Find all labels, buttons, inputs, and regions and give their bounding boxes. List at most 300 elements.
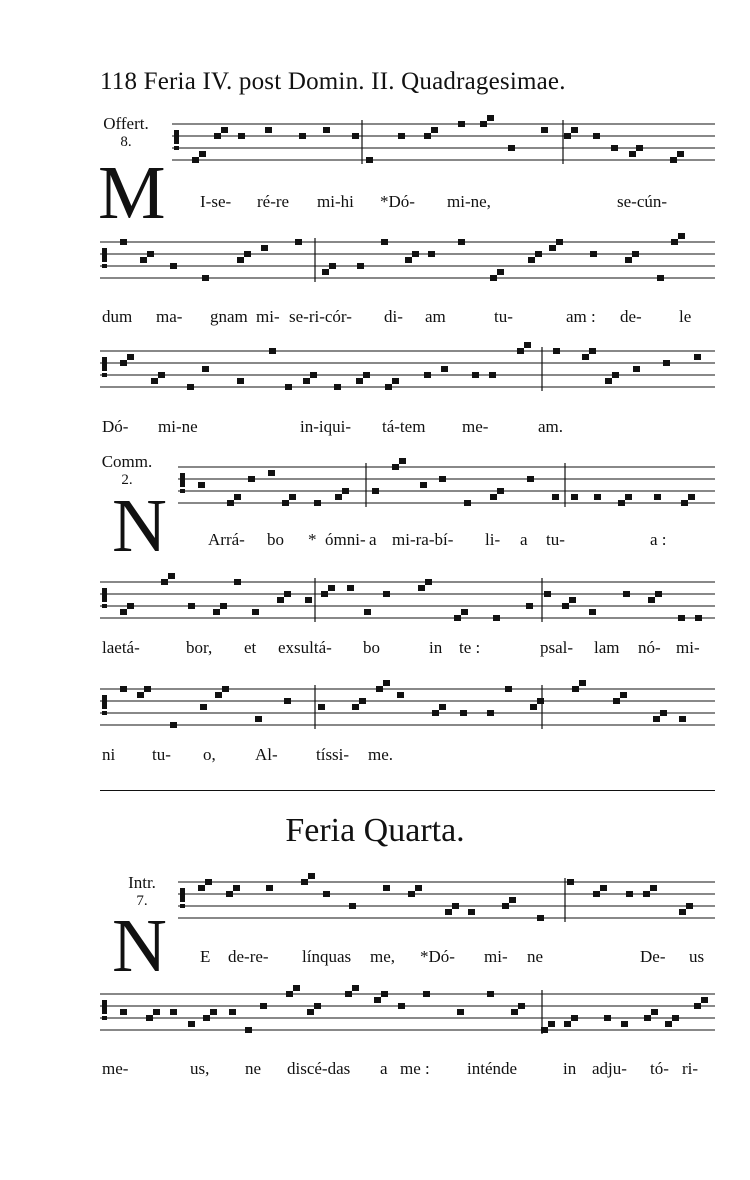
neume (458, 239, 465, 245)
neume (282, 500, 289, 506)
neume (589, 609, 596, 615)
neume (245, 1027, 252, 1033)
lyric-syllable: de- (620, 307, 642, 326)
lyric-syllable: tíssi- (316, 745, 350, 764)
neume (678, 615, 685, 621)
lyric-syllable: E (200, 947, 211, 966)
lyric-syllable: bo (363, 638, 380, 657)
neume (671, 239, 678, 245)
neume (579, 680, 586, 686)
neume (140, 257, 147, 263)
neume (681, 500, 688, 506)
staff-svg (100, 685, 715, 745)
lyric-syllable: a (380, 1059, 388, 1078)
neume (502, 903, 509, 909)
lyric-syllable: te : (459, 638, 481, 657)
neume (295, 239, 302, 245)
neume (654, 494, 661, 500)
lyric-syllable: a (369, 530, 377, 549)
neume (633, 366, 640, 372)
neume (202, 366, 209, 372)
neume (366, 157, 373, 163)
neume (322, 269, 329, 275)
neume (626, 891, 633, 897)
neume (487, 991, 494, 997)
lyric-syllable: se-ri-cór- (289, 307, 352, 326)
neume (600, 885, 607, 891)
lyric-syllable: in (429, 638, 443, 657)
neume (345, 991, 352, 997)
lyric-syllable: tu- (494, 307, 513, 326)
neume (457, 1009, 464, 1015)
neume (334, 384, 341, 390)
neume (381, 991, 388, 997)
neume (357, 263, 364, 269)
offertory-initial: M (98, 151, 166, 235)
staff-svg (100, 238, 715, 298)
lyric-syllable: in-iqui- (300, 417, 351, 436)
neume (643, 891, 650, 897)
neume (381, 239, 388, 245)
neume (359, 698, 366, 704)
neume (222, 686, 229, 692)
introit-label-text: Intr. (128, 873, 156, 892)
neume (663, 360, 670, 366)
lyric-syllable: De- (640, 947, 666, 966)
neume (335, 494, 342, 500)
lyric-syllable: mi-ra-bí- (392, 530, 454, 549)
neume (234, 494, 241, 500)
neume (655, 591, 662, 597)
section-divider (100, 790, 715, 791)
neume (399, 458, 406, 464)
neume (604, 1015, 611, 1021)
neume (582, 354, 589, 360)
lyric-syllable: ma- (156, 307, 183, 326)
neume (537, 698, 544, 704)
staff (100, 347, 715, 397)
neume (237, 257, 244, 263)
neume (310, 372, 317, 378)
lyric-syllable: ni (102, 745, 116, 764)
staff (100, 990, 715, 1040)
neume (537, 915, 544, 921)
staff (172, 120, 715, 170)
neume (347, 585, 354, 591)
communion-initial: N (112, 484, 167, 568)
lyric-syllable: mi-hi (317, 192, 354, 211)
neume (226, 891, 233, 897)
neume (569, 597, 576, 603)
offertory-mode: 8. (120, 133, 132, 150)
lyric-syllable: ne (245, 1059, 262, 1078)
lyric-syllable: me, (370, 947, 396, 966)
neume (397, 692, 404, 698)
neume (255, 716, 262, 722)
lyric-syllable: bor, (186, 638, 213, 657)
neume (323, 891, 330, 897)
neume (524, 342, 531, 348)
neume (439, 704, 446, 710)
neume (611, 145, 618, 151)
neume (376, 686, 383, 692)
lyric-syllable: le (679, 307, 692, 326)
lyric-syllable: inténde (467, 1059, 518, 1078)
neume (285, 384, 292, 390)
neume (210, 1009, 217, 1015)
neume (248, 476, 255, 482)
neume (623, 591, 630, 597)
neume (305, 597, 312, 603)
lyric-syllable: mi- (256, 307, 280, 326)
neume (200, 704, 207, 710)
neume (618, 500, 625, 506)
staff (100, 578, 715, 628)
lyric-syllable: psal- (540, 638, 574, 657)
neume (620, 692, 627, 698)
neume (372, 488, 379, 494)
staff (178, 878, 715, 928)
neume (594, 494, 601, 500)
neume (458, 121, 465, 127)
lyric-syllable: li- (485, 530, 501, 549)
neume (237, 378, 244, 384)
lyric-syllable: me. (368, 745, 394, 764)
neume (233, 885, 240, 891)
neume (593, 133, 600, 139)
neume (260, 1003, 267, 1009)
neume (252, 609, 259, 615)
neume (490, 275, 497, 281)
lyric-syllable: ri- (682, 1059, 699, 1078)
lyric-syllable: Dó- (102, 417, 129, 436)
neume (202, 275, 209, 281)
neume (556, 239, 563, 245)
lyric-syllable: am : (566, 307, 596, 326)
staff (178, 463, 715, 513)
neume (192, 157, 199, 163)
neume (571, 1015, 578, 1021)
neume (352, 133, 359, 139)
neume (695, 615, 702, 621)
neume (424, 372, 431, 378)
neume (468, 909, 475, 915)
neume (445, 909, 452, 915)
staff (100, 685, 715, 735)
lyric-syllable: de-re- (228, 947, 269, 966)
neume (650, 885, 657, 891)
neume (383, 591, 390, 597)
neume (151, 378, 158, 384)
neume (553, 348, 560, 354)
neume (261, 245, 268, 251)
neume (220, 603, 227, 609)
lyric-syllable: mi- (676, 638, 700, 657)
neume (342, 488, 349, 494)
neume (323, 127, 330, 133)
neume (170, 263, 177, 269)
neume (374, 997, 381, 1003)
lyric-syllable: tá-tem (382, 417, 426, 436)
neume (508, 145, 515, 151)
neume (679, 909, 686, 915)
neume (198, 885, 205, 891)
neume (571, 127, 578, 133)
neume (265, 127, 272, 133)
neume (385, 384, 392, 390)
lyric-syllable: línquas (302, 947, 352, 966)
lyric-syllable: dum (102, 307, 133, 326)
introit-mode: 7. (136, 892, 148, 909)
neume (613, 698, 620, 704)
neume (303, 378, 310, 384)
neume (651, 1009, 658, 1015)
neume (472, 372, 479, 378)
neume (670, 157, 677, 163)
neume (653, 716, 660, 722)
neume (593, 891, 600, 897)
neume (424, 133, 431, 139)
neume (418, 585, 425, 591)
lyric-syllable: tu- (546, 530, 565, 549)
communion-label-text: Comm. (101, 452, 153, 471)
lyric-syllable: exsultá- (278, 638, 332, 657)
day-title: Feria Quarta. (285, 812, 465, 849)
neume (244, 251, 251, 257)
staff-svg (178, 463, 715, 523)
neume (352, 985, 359, 991)
neume (299, 133, 306, 139)
neume (679, 716, 686, 722)
neume (625, 494, 632, 500)
neume (420, 482, 427, 488)
neume (268, 470, 275, 476)
neume (364, 609, 371, 615)
neume (328, 585, 335, 591)
neume (660, 710, 667, 716)
clef-icon (180, 473, 185, 493)
neume (238, 133, 245, 139)
neume (188, 603, 195, 609)
lyric-syllable: adju- (592, 1059, 627, 1078)
neume (383, 680, 390, 686)
neume (363, 372, 370, 378)
neume (405, 257, 412, 263)
lyric-syllable: ne (527, 947, 544, 966)
lyric-syllable: mi- (484, 947, 508, 966)
neume (625, 257, 632, 263)
lyric-syllable: Al- (255, 745, 278, 764)
neume (541, 127, 548, 133)
neume (552, 494, 559, 500)
neume (694, 1003, 701, 1009)
lyric-syllable: me- (102, 1059, 129, 1078)
neume (356, 378, 363, 384)
neume (461, 609, 468, 615)
neume (549, 245, 556, 251)
neume (490, 494, 497, 500)
lyric-syllable: o, (203, 745, 216, 764)
neume (318, 704, 325, 710)
neume (137, 692, 144, 698)
lyric-syllable: discé-das (287, 1059, 351, 1078)
neume (329, 263, 336, 269)
neume (170, 1009, 177, 1015)
neume (198, 482, 205, 488)
neume (349, 903, 356, 909)
neume (526, 603, 533, 609)
clef-icon (102, 248, 107, 268)
neume (213, 609, 220, 615)
neume (203, 1015, 210, 1021)
neume (269, 348, 276, 354)
neume (415, 885, 422, 891)
neume (509, 897, 516, 903)
neume (632, 251, 639, 257)
neume (352, 704, 359, 710)
offertory-label (96, 114, 156, 151)
neume (688, 494, 695, 500)
neume (657, 275, 664, 281)
neume (158, 372, 165, 378)
neume (428, 251, 435, 257)
neume (284, 591, 291, 597)
lyric-syllable: lam (594, 638, 620, 657)
neume (605, 378, 612, 384)
neume (146, 1015, 153, 1021)
neume (277, 597, 284, 603)
neume (694, 354, 701, 360)
neume (161, 579, 168, 585)
neume (441, 366, 448, 372)
neume (188, 1021, 195, 1027)
neume (221, 127, 228, 133)
neume (214, 133, 221, 139)
neume (562, 603, 569, 609)
lyric-syllable: nó- (638, 638, 661, 657)
neume (464, 500, 471, 506)
neume (187, 384, 194, 390)
lyric-syllable: tó- (650, 1059, 669, 1078)
lyric-syllable: *Dó- (380, 192, 415, 211)
neume (564, 133, 571, 139)
neume (408, 891, 415, 897)
staff-svg (100, 347, 715, 407)
neume (644, 1015, 651, 1021)
lyric-syllable: ómni- (325, 530, 366, 549)
lyric-syllable: mi-ne, (447, 192, 491, 211)
neume (120, 360, 127, 366)
lyric-syllable: me : (400, 1059, 430, 1078)
neume (505, 686, 512, 692)
neume (234, 579, 241, 585)
clef-icon (102, 357, 107, 377)
neume (535, 251, 542, 257)
staff-svg (100, 990, 715, 1050)
neume (487, 115, 494, 121)
clef-icon (102, 695, 107, 715)
neume (289, 494, 296, 500)
neume (286, 991, 293, 997)
neume (412, 251, 419, 257)
lyric-syllable: *Dó- (420, 947, 455, 966)
neume (284, 698, 291, 704)
neume (168, 573, 175, 579)
neume (229, 1009, 236, 1015)
neume (590, 251, 597, 257)
communion-mode: 2. (121, 471, 133, 488)
neume (489, 372, 496, 378)
neume (480, 121, 487, 127)
neume (493, 615, 500, 621)
neume (392, 464, 399, 470)
offertory-label-text: Offert. (103, 114, 149, 133)
lyric-syllable: in (563, 1059, 577, 1078)
neume (487, 710, 494, 716)
neume (120, 609, 127, 615)
neume (528, 257, 535, 263)
neume (665, 1021, 672, 1027)
lyric-syllable: ré-re (257, 192, 290, 211)
neume (511, 1009, 518, 1015)
neume (678, 233, 685, 239)
lyric-syllable: Arrá- (208, 530, 245, 549)
neume (439, 476, 446, 482)
neume (423, 991, 430, 997)
neume (120, 686, 127, 692)
neume (612, 372, 619, 378)
neume (629, 151, 636, 157)
clef-icon (102, 1000, 107, 1020)
neume (527, 476, 534, 482)
neume (567, 879, 574, 885)
staff (100, 238, 715, 288)
neume (677, 151, 684, 157)
neume (120, 239, 127, 245)
neume (215, 692, 222, 698)
neume (452, 903, 459, 909)
lyric-syllable: us, (190, 1059, 210, 1078)
neume (648, 597, 655, 603)
neume (144, 686, 151, 692)
lyric-syllable: us (689, 947, 705, 966)
neume (398, 133, 405, 139)
neume (636, 145, 643, 151)
neume (383, 885, 390, 891)
neume (127, 354, 134, 360)
neume (199, 151, 206, 157)
lyric-syllable: a : (650, 530, 667, 549)
neume (392, 378, 399, 384)
lyric-syllable: se-cún- (617, 192, 668, 211)
neume (308, 873, 315, 879)
lyric-syllable: me- (462, 417, 489, 436)
neume (266, 885, 273, 891)
lyric-syllable: gnam (210, 307, 248, 326)
neume (701, 997, 708, 1003)
neume (314, 1003, 321, 1009)
lyric-syllable: laetá- (102, 638, 140, 657)
neume (127, 603, 134, 609)
page-header: 118 Feria IV. post Domin. II. Quadragesimae. (100, 68, 566, 95)
neume (307, 1009, 314, 1015)
lyric-syllable: * (308, 530, 317, 549)
neume (621, 1021, 628, 1027)
neume (293, 985, 300, 991)
lyric-syllable: mi-ne (158, 417, 198, 436)
neume (548, 1021, 555, 1027)
neume (120, 1009, 127, 1015)
